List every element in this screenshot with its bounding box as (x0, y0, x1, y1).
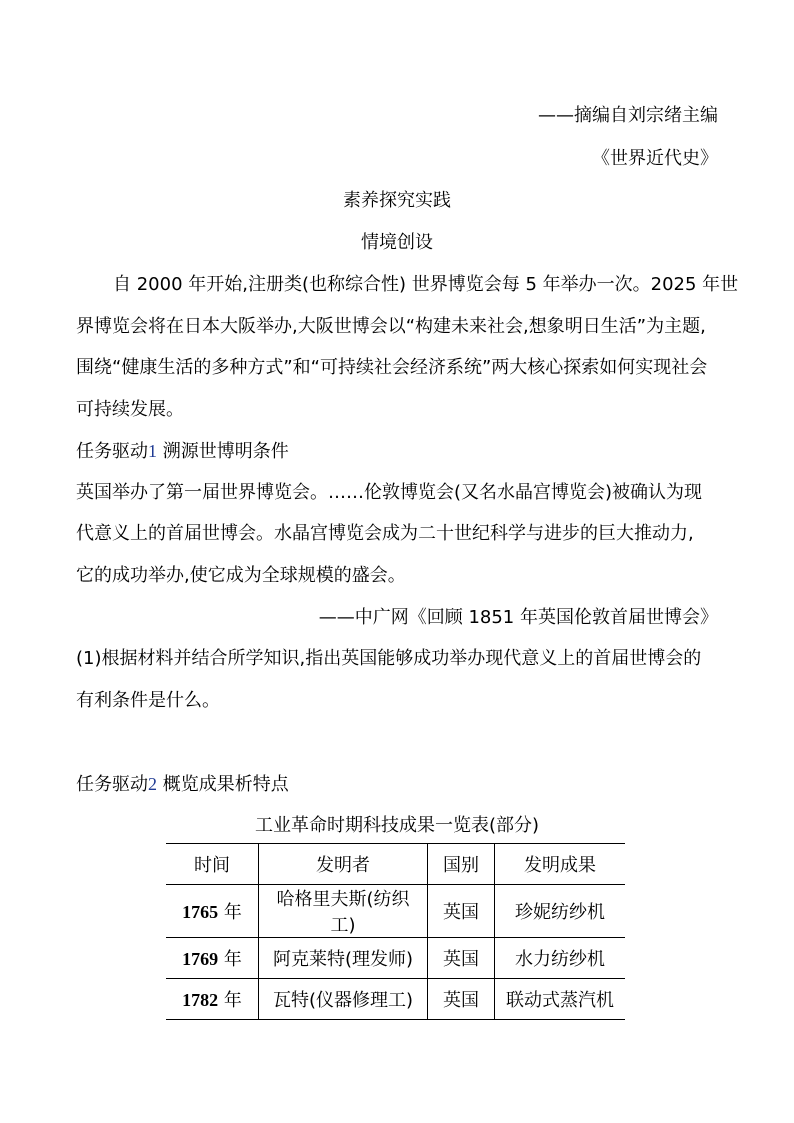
cell-year-unit: 年 (223, 902, 242, 923)
cell-inventor: 哈格里夫斯(纺织工) (259, 885, 428, 938)
cell-country: 英国 (428, 938, 495, 979)
cell-result: 珍妮纺纱机 (495, 885, 626, 938)
table-row (166, 979, 625, 1020)
task2-title: 概览成果析特点 (162, 774, 289, 795)
task1-material-line-2: 代意义上的首届世博会。水晶宫博览会成为二十世纪科学与进步的巨大推动力, (76, 523, 694, 544)
header-result: 发明成果 (495, 844, 626, 885)
task1-label: 任务驱动 (76, 441, 148, 462)
subsection-title: 情境创设 (361, 232, 433, 253)
cell-year: 1765 (182, 902, 219, 922)
cell-year: 1769 (182, 949, 219, 969)
citation-book: 《世界近代史》 (592, 148, 718, 169)
table-header-row (166, 844, 625, 885)
cell-year-unit: 年 (223, 949, 242, 970)
task1-question-line-2: 有利条件是什么。 (76, 690, 220, 711)
intro-line-1: 自 2000 年开始,注册类(也称综合性) 世界博览会每 5 年举办一次。2025 年世 (113, 274, 739, 295)
task2-number: 2 (148, 774, 157, 794)
cell-inventor: 瓦特(仪器修理工) (259, 979, 428, 1020)
table-row (166, 885, 625, 938)
task1-question-line-1: (1)根据材料并结合所学知识,指出英国能够成功举办现代意义上的首届世博会的 (76, 648, 702, 669)
cell-year: 1782 (182, 990, 219, 1010)
header-inventor: 发明者 (259, 844, 428, 885)
cell-country: 英国 (428, 885, 495, 938)
intro-line-4: 可持续发展。 (76, 399, 184, 420)
cell-inventor: 阿克莱特(理发师) (259, 938, 428, 979)
citation-author: ——摘编自刘宗绪主编 (538, 105, 718, 126)
cell-country: 英国 (428, 979, 495, 1020)
task1-material-line-3: 它的成功举办,使它成为全球规模的盛会。 (76, 565, 406, 586)
task2-label: 任务驱动 (76, 774, 148, 795)
cell-year-unit: 年 (223, 990, 242, 1011)
task1-source: ——中广网《回顾 1851 年英国伦敦首届世博会》 (318, 607, 718, 628)
header-country: 国别 (428, 844, 495, 885)
header-time: 时间 (166, 844, 259, 885)
task2-heading (76, 770, 289, 799)
cell-time (166, 885, 259, 938)
intro-line-3: 围绕“健康生活的多种方式”和“可持续社会经济系统”两大核心探索如何实现社会 (76, 357, 708, 378)
table-row (166, 938, 625, 979)
cell-time (166, 938, 259, 979)
task1-heading (76, 437, 289, 466)
section-title: 素养探究实践 (343, 190, 451, 211)
cell-time (166, 979, 259, 1020)
inventions-table (166, 843, 625, 1020)
task1-number: 1 (148, 441, 157, 461)
task1-title: 溯源世博明条件 (162, 441, 289, 462)
table-caption: 工业革命时期科技成果一览表(部分) (254, 815, 540, 836)
task1-material-line-1: 英国举办了第一届世界博览会。……伦敦博览会(又名水晶宫博览会)被确认为现 (76, 482, 703, 503)
cell-result: 水力纺纱机 (495, 938, 626, 979)
cell-result: 联动式蒸汽机 (495, 979, 626, 1020)
intro-line-2: 界博览会将在日本大阪举办,大阪世博会以“构建未来社会,想象明日生活”为主题, (76, 316, 706, 337)
